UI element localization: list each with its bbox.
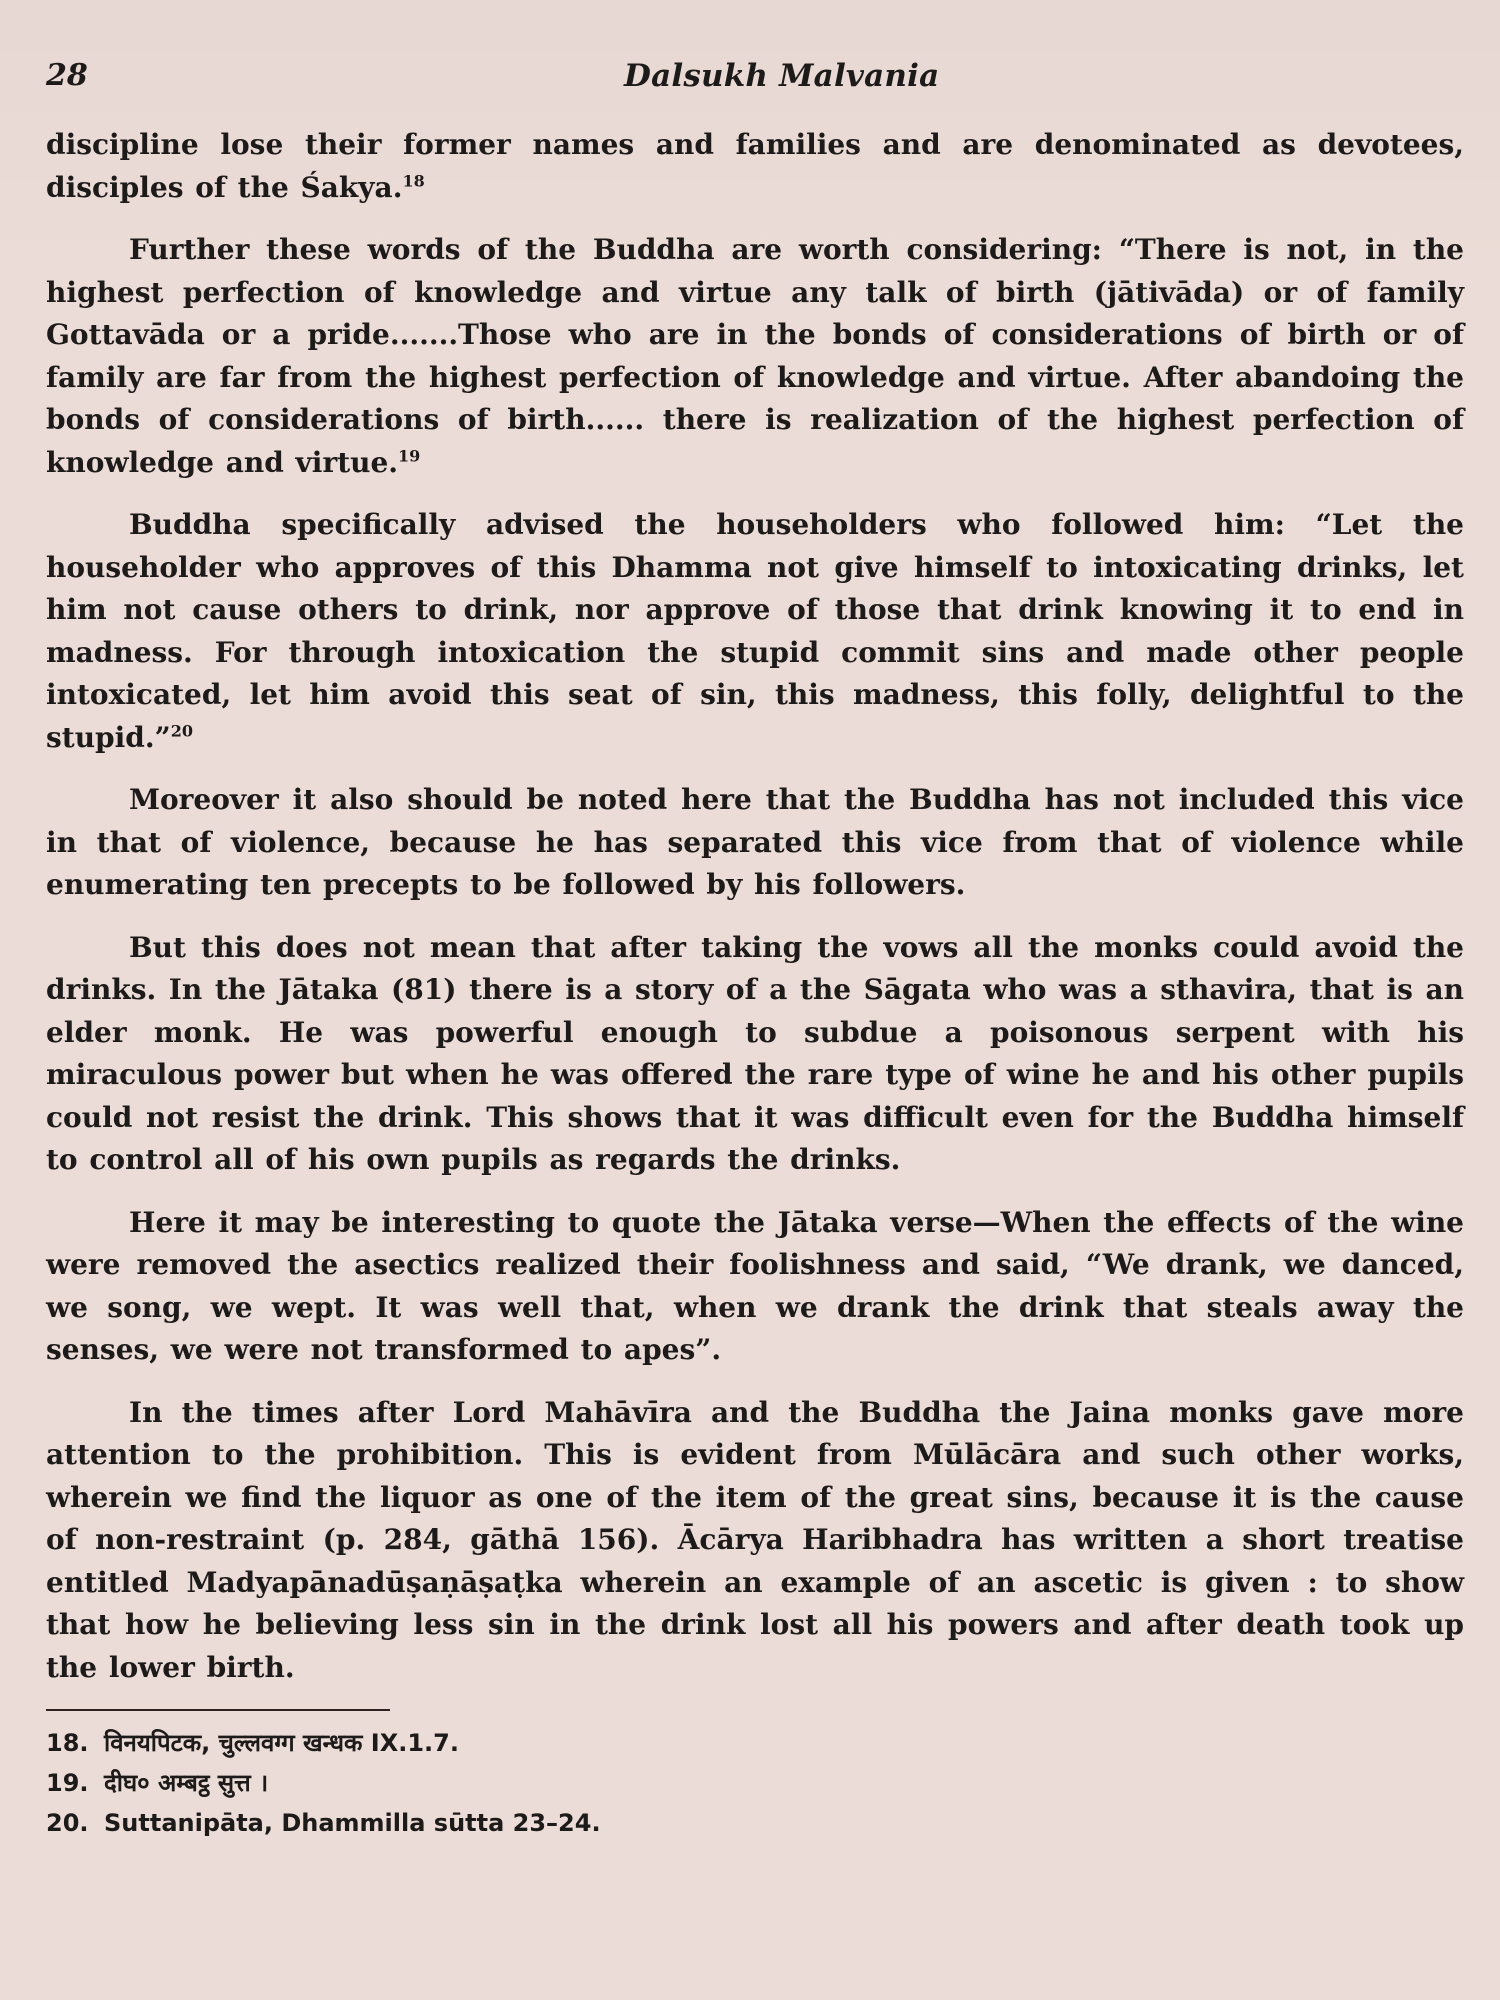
footnote-number: 18. xyxy=(46,1729,89,1757)
footnote-number: 20. xyxy=(46,1809,89,1837)
footnote-divider xyxy=(46,1709,390,1711)
paragraph-text: In the times after Lord Mahāvīra and the Buddha the Jaina monks gave more attention to the prohibition. This is evident from Mūlācāra and such other works, wherein we find the liquor as one of the item of the great sins, because it is the cause of non-restraint (p. 284, gāthā 156). Ācārya Haribhadra has written a short treatise entitled Madyapānadūṣaṇāṣaṭka wherein an example of an ascetic is given : to show that how he believing less sin in the drink lost all his powers and after death took up the lower birth. xyxy=(46,1395,1464,1684)
paragraph-text: But this does not mean that after taking the vows all the monks could avoid the drinks. In the Jātaka (81) there is a story of a the Sāgata who was a sthavira, that is an elder monk. He was powerful enough to subdue a poisonous serpent with his miraculous power but when he was offered the rare type of wine he and his other pupils could not resist the drink. This shows that it was difficult even for the Buddha himself to control all of his own pupils as regards the drinks. xyxy=(46,930,1464,1176)
footnote-text: विनयपिटक, चुल्लवग्ग खन्धक IX.1.7. xyxy=(104,1729,459,1757)
paragraph-6 xyxy=(46,1202,1464,1372)
paragraph-4 xyxy=(46,779,1464,907)
footnote-reference: 19 xyxy=(398,446,421,466)
body-text xyxy=(46,124,1464,1689)
page-header xyxy=(46,58,1468,110)
paragraph-text: Buddha specifically advised the householders who followed him: “Let the householder who approves of this Dhamma not give himself to intoxicating drinks, let him not cause others to drink, nor approve of those that drink knowing it to end in madness. For through intoxication the stupid commit sins and made other people intoxicated, let him avoid this seat of sin, this madness, this folly, delightful to the stupid.” xyxy=(46,508,1464,754)
footnote-text: दीघ० अम्बट्ठ सुत्त । xyxy=(104,1769,269,1797)
footnotes xyxy=(46,1727,1468,1839)
footnote-19 xyxy=(46,1767,1468,1799)
footnote-reference: 20 xyxy=(170,721,193,741)
footnote-18 xyxy=(46,1727,1468,1759)
paragraph-text: Further these words of the Buddha are worth considering: “There is not, in the highest perfection of knowledge and virtue any talk of birth (jātivāda) or of family Gottavāda or a pride.......Those who are in the bonds of considerations of birth or of family are far from the highest perfection of knowledge and virtue. After abandoing the bonds of considerations of birth...... there is realization of the highest perfection of knowledge and virtue. xyxy=(46,233,1464,479)
paragraph-text: discipline lose their former names and families and are denominated as devotees, disciples of the Śakya. xyxy=(46,128,1464,204)
footnote-number: 19. xyxy=(46,1769,89,1797)
running-title: Dalsukh Malvania xyxy=(624,58,940,94)
footnote-text: Suttanipāta, Dhammilla sūtta 23–24. xyxy=(104,1809,601,1837)
paragraph-3 xyxy=(46,504,1464,759)
paragraph-5 xyxy=(46,927,1464,1182)
paragraph-1 xyxy=(46,124,1464,209)
page-number: 28 xyxy=(46,58,88,93)
footnote-20 xyxy=(46,1807,1468,1839)
paragraph-7 xyxy=(46,1392,1464,1690)
footnote-reference: 18 xyxy=(402,171,425,191)
paragraph-text: Here it may be interesting to quote the Jātaka verse—When the effects of the wine were removed the asectics realized their foolishness and said, “We drank, we danced, we song, we wept. It was well that, when we drank the drink that steals away the senses, we were not transformed to apes”. xyxy=(46,1205,1464,1366)
paragraph-text: Moreover it also should be noted here that the Buddha has not included this vice in that of violence, because he has separated this vice from that of violence while enumerating ten precepts to be followed by his followers. xyxy=(46,783,1464,901)
paragraph-2 xyxy=(46,229,1464,484)
